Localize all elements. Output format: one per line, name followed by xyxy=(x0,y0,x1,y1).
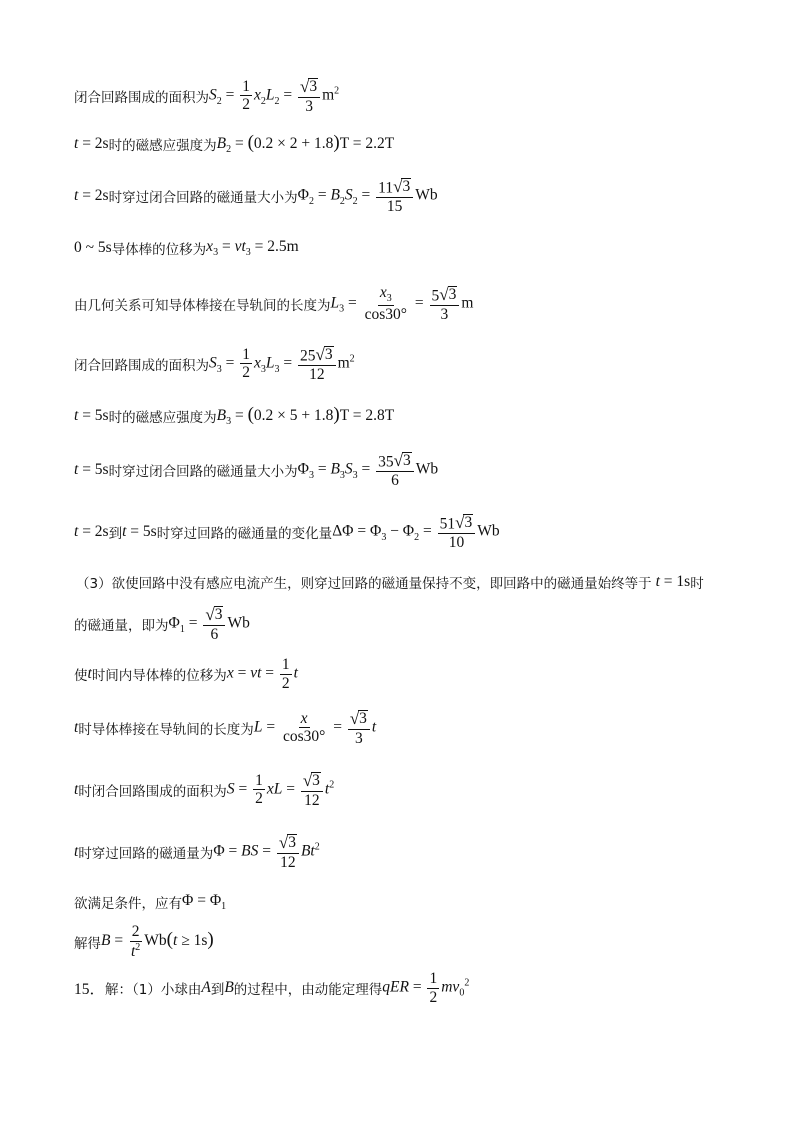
text: 时的磁感应强度为 xyxy=(108,410,217,426)
text: 导体棒的位移为 xyxy=(111,242,207,258)
text: 的磁通量，即为 xyxy=(74,618,169,634)
line-b2: t = 2s 时的磁感应强度为 $B_2 = (0.2 \times 2 + 1.8)T = 2.2T$ xyxy=(74,131,395,156)
line-delta-phi: t = 2s 到 t = 5s 时穿过回路的磁通量的变化量 $\Delta\Phi = \Phi_3 - \Phi_2$ = 51 √ 3 10 Wb xyxy=(74,513,500,551)
formula: $L_3$ = $\frac{x_3}{\cos 30^\circ}$ = 5 √ 3 3 m xyxy=(330,284,474,324)
text: 时 xyxy=(690,576,704,592)
formula: $B_2 = (0.2 \times 2 + 1.8)T = 2.2T$ xyxy=(216,131,395,156)
text: 闭合回路围成的面积为 xyxy=(74,90,209,106)
formula: $\Phi_1$ = √ 3 6 Wb xyxy=(168,605,250,643)
formula: Φ = BS = √ 3 12 Bt$^2$ xyxy=(213,833,320,871)
formula: $S_3$ = $\frac{1}{2}$ $x_3L_3$ = 25 √ 3 12 $m^2$ xyxy=(209,345,355,383)
line-l: t 时导体棒接在导轨间的长度为 L = $\frac{x}{\cos 30^\circ}$ = √ 3 3 t xyxy=(74,709,377,747)
formula: $\Phi = \Phi_1$ xyxy=(182,891,227,913)
line-phi2: t = 2s 时穿过闭合回路的磁通量大小为 $\Phi_2 = B_2S_2$ = 11 √ 3 15 Wb xyxy=(74,177,438,215)
text: 解得 xyxy=(74,936,101,952)
text: 时间内导体棒的位移为 xyxy=(91,668,227,684)
formula: x = vt = $\frac{1}{2}$ t xyxy=(226,656,298,692)
text: 时穿过闭合回路的磁通量大小为 xyxy=(108,190,298,206)
formula: B = $\frac{2}{t^2}$ Wb(t ≥ 1s) xyxy=(101,923,214,961)
text: 时闭合回路围成的面积为 xyxy=(78,784,227,800)
formula: L = $\frac{x}{\cos 30^\circ}$ = √ 3 3 t xyxy=(253,709,377,747)
line-area-s3 xyxy=(74,344,355,384)
text: 到 xyxy=(108,526,123,542)
line-x-vt: 使 t 时间内导体棒的位移为 x = vt = $\frac{1}{2}$ t xyxy=(74,656,298,692)
text: （3）欲使回路中没有感应电流产生，则穿过回路的磁通量保持不变，即回路中的磁通量始终等于 xyxy=(76,576,652,592)
formula: $\Phi_2 = B_2S_2$ = 11 √ 3 15 Wb xyxy=(297,177,438,215)
line-b3: t = 5s 时的磁感应强度为 $B_3 = (0.2 \times 5 + 1.8)T = 2.8T$ xyxy=(74,403,395,428)
line-l3 xyxy=(74,284,473,324)
line-phi: t 时穿过回路的磁通量为 Φ = BS = √ 3 12 Bt$^2$ xyxy=(74,833,320,871)
line-phi3: t = 5s 时穿过闭合回路的磁通量大小为 $\Phi_3 = B_3S_3$ = 35 √ 3 6 Wb xyxy=(74,451,439,489)
text: 欲满足条件，应有 xyxy=(74,896,182,912)
line-condition xyxy=(74,882,226,922)
line-q15: 15． 解：（1）小球由 A 到 B 的过程中，由动能定理得 qER = $\frac{1}{2}$ $mv_0^2$ xyxy=(74,970,470,1006)
text: 闭合回路围成的面积为 xyxy=(74,358,209,374)
text: 时穿过回路的磁通量的变化量 xyxy=(156,526,333,542)
line-x3: 0 ~ 5s 导体棒的位移为 $x_3 = vt_3 = 2.5m$ xyxy=(74,237,299,259)
line-s: t 时闭合回路围成的面积为 S = $\frac{1}{2}$ xL = √ 3 12 $t^2$ xyxy=(74,771,335,809)
text: 时穿过回路的磁通量为 xyxy=(78,846,214,862)
question-number: 15． xyxy=(74,981,106,998)
line-solution xyxy=(74,922,214,962)
text: 由几何关系可知导体棒接在导轨间的长度为 xyxy=(74,298,331,314)
formula: S = $\frac{1}{2}$ xL = √ 3 12 $t^2$ xyxy=(226,771,335,809)
line-area-s2 xyxy=(74,76,339,116)
text: 使 xyxy=(74,668,88,684)
formula: $\Phi_3 = B_3S_3$ = 35 √ 3 6 Wb xyxy=(297,451,439,489)
text: 时穿过闭合回路的磁通量大小为 xyxy=(108,464,298,480)
formula: $x_3 = vt_3 = 2.5m$ xyxy=(206,237,299,259)
formula: $B_3 = (0.2 \times 5 + 1.8)T = 2.8T$ xyxy=(216,403,395,428)
formula: qER = $\frac{1}{2}$ $mv_0^2$ xyxy=(382,970,470,1006)
text: 时导体棒接在导轨间的长度为 xyxy=(78,722,254,738)
formula: $\Delta\Phi = \Phi_3 - \Phi_2$ = 51 √ 3 10 Wb xyxy=(332,513,500,551)
text: 解：（1）小球由 xyxy=(105,982,202,998)
line-phi1 xyxy=(74,604,250,644)
text: 的过程中，由动能定理得 xyxy=(233,982,383,998)
text: 到 xyxy=(210,982,225,998)
formula: $S_2$ = $\frac{1}{2}$ $x_2L_2$ = √ 3 3 $m^2$ xyxy=(209,77,340,115)
text: 时的磁感应强度为 xyxy=(108,138,217,154)
line-part3-intro: （3）欲使回路中没有感应电流产生，则穿过回路的磁通量保持不变，即回路中的磁通量始终等于 t = 1s 时 xyxy=(76,573,704,592)
